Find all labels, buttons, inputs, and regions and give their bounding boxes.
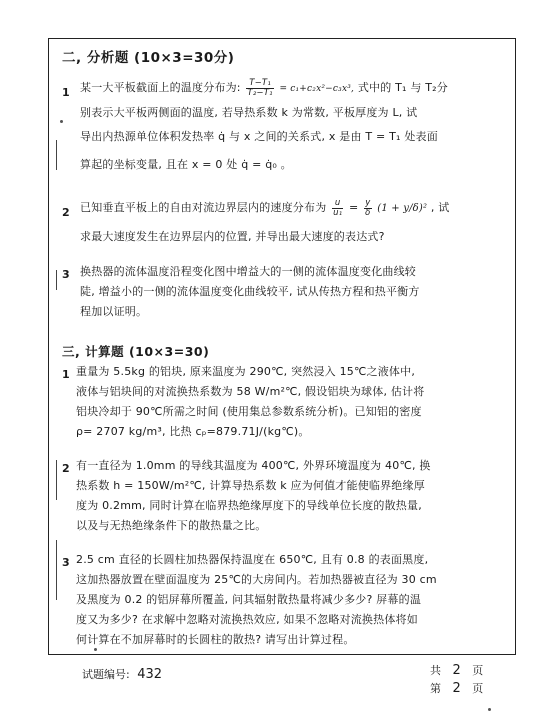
thickness-ratio (364, 199, 371, 218)
exam-code (82, 666, 162, 682)
margin-mark (56, 270, 57, 290)
section-3-title: 三, 计算题 (10×3=30) (62, 344, 210, 359)
question-line: 求最大速度发生在边界层内的位置, 并导出最大速度的表达式? (80, 230, 385, 243)
fraction-numerator: y (365, 197, 371, 208)
page-total-unit: 页 (472, 664, 484, 677)
scan-speck (94, 648, 97, 651)
equation-text: (1 + y/δ)² (377, 203, 428, 214)
page-total (430, 662, 483, 678)
page-number-label: 第 (430, 682, 441, 695)
page-number-value: 2 (452, 681, 461, 696)
question-line: 热系数 h = 150W/m²℃, 计算导热系数 k 应为何值才能使临界绝缘厚 (76, 479, 425, 492)
question-line: 液体与铝块间的对流换热系数为 58 W/m²℃, 假设铝块为球体, 估计将 (76, 385, 425, 398)
question-line: 别表示大平板两侧面的温度, 若导热系数 k 为常数, 平板厚度为 L, 试 (80, 106, 418, 119)
analysis-question-3 (80, 262, 510, 322)
temperature-fraction (246, 79, 273, 98)
calculation-question-1 (76, 362, 510, 442)
page-number (430, 680, 483, 696)
analysis-question-2 (80, 196, 510, 249)
page-total-label: 共 (430, 664, 441, 677)
question-line: ρ= 2707 kg/m³, 比热 cₚ=879.71J/(kg℃)。 (76, 425, 310, 438)
fraction-numerator: T−T₁ (246, 79, 273, 89)
fraction-denominator: T₂−T₁ (247, 87, 273, 98)
question-line (80, 76, 510, 101)
exam-code-value: 432 (137, 667, 163, 682)
exam-code-label: 试题编号: (82, 668, 130, 681)
question-line: 算起的坐标变量, 且在 x = 0 处 q̇ = q̇₀ 。 (80, 158, 292, 171)
margin-mark (56, 540, 57, 600)
question-number: 3 (62, 268, 70, 281)
question-line: 导出内热源单位体积发热率 q̇ 与 x 之间的关系式, x 是由 T = T₁ 处表面 (80, 130, 438, 143)
question-line: 及黑度为 0.2 的铝屏幕所覆盖, 问其辐射散热量将减少多少? 屏幕的温 (76, 593, 422, 606)
fraction-denominator: u₁ (333, 207, 343, 218)
velocity-ratio (332, 199, 343, 218)
scan-speck (488, 708, 491, 711)
question-number: 2 (62, 206, 70, 219)
fraction-numerator: u (332, 199, 343, 209)
question-line (80, 196, 510, 221)
page-total-value: 2 (452, 663, 461, 678)
question-number: 1 (62, 86, 70, 99)
margin-mark (56, 460, 57, 500)
question-line: 有一直径为 1.0mm 的导线其温度为 400℃, 外界环境温度为 40℃, 换 (76, 459, 431, 472)
calculation-question-3 (76, 550, 510, 650)
calculation-question-2 (76, 456, 510, 536)
question-text: 某一大平板截面上的温度分布为: (80, 81, 241, 94)
page-number-unit: 页 (472, 682, 484, 695)
margin-mark (56, 140, 57, 170)
question-line: 2.5 cm 直径的长圆柱加热器保持温度在 650℃, 且有 0.8 的表面黑度, (76, 553, 429, 566)
question-line: 这加热器放置在壁面温度为 25℃的大房间内。若加热器被直径为 30 cm (76, 573, 437, 586)
question-line: 程加以证明。 (80, 305, 148, 318)
question-line: 度为 0.2mm, 同时计算在临界热绝缘厚度下的导线单位长度的散热量, (76, 499, 422, 512)
analysis-question-1 (80, 76, 510, 177)
section-2-title: 二, 分析题 (10×3=30分) (62, 50, 235, 66)
question-line: 铝块冷却于 90℃所需之时间 (使用集总参数系统分析)。已知铝的密度 (76, 405, 422, 418)
question-number: 2 (62, 462, 70, 475)
question-text: 已知垂直平板上的自由对流边界层内的速度分布为 (80, 201, 327, 214)
question-line: 以及与无热绝缘条件下的散热量之比。 (76, 519, 267, 532)
question-number: 3 (62, 556, 70, 569)
question-line: 换热器的流体温度沿程变化图中增益大的一侧的流体温度变化曲线较 (80, 265, 416, 278)
question-line: 何计算在不加屏幕时的长圆柱的散热? 请写出计算过程。 (76, 633, 355, 646)
question-text: , 试 (430, 201, 450, 214)
scan-speck (60, 120, 63, 123)
question-line: 度又为多少? 在求解中忽略对流换热效应, 如果不忽略对流换热体将如 (76, 613, 418, 626)
question-number: 1 (62, 368, 70, 381)
fraction-denominator: δ (365, 207, 371, 218)
equation-text: = c₁+c₂x²−c₃x³, (279, 84, 355, 94)
question-line: 重量为 5.5kg 的铝块, 原来温度为 290℃, 突然浸入 15℃之液体中, (76, 365, 416, 378)
equals-sign: = (349, 201, 359, 214)
question-line: 陡, 增益小的一侧的流体温度变化曲线较平, 试从传热方程和热平衡方 (80, 285, 420, 298)
question-text: 式中的 T₁ 与 T₂分 (357, 81, 448, 94)
